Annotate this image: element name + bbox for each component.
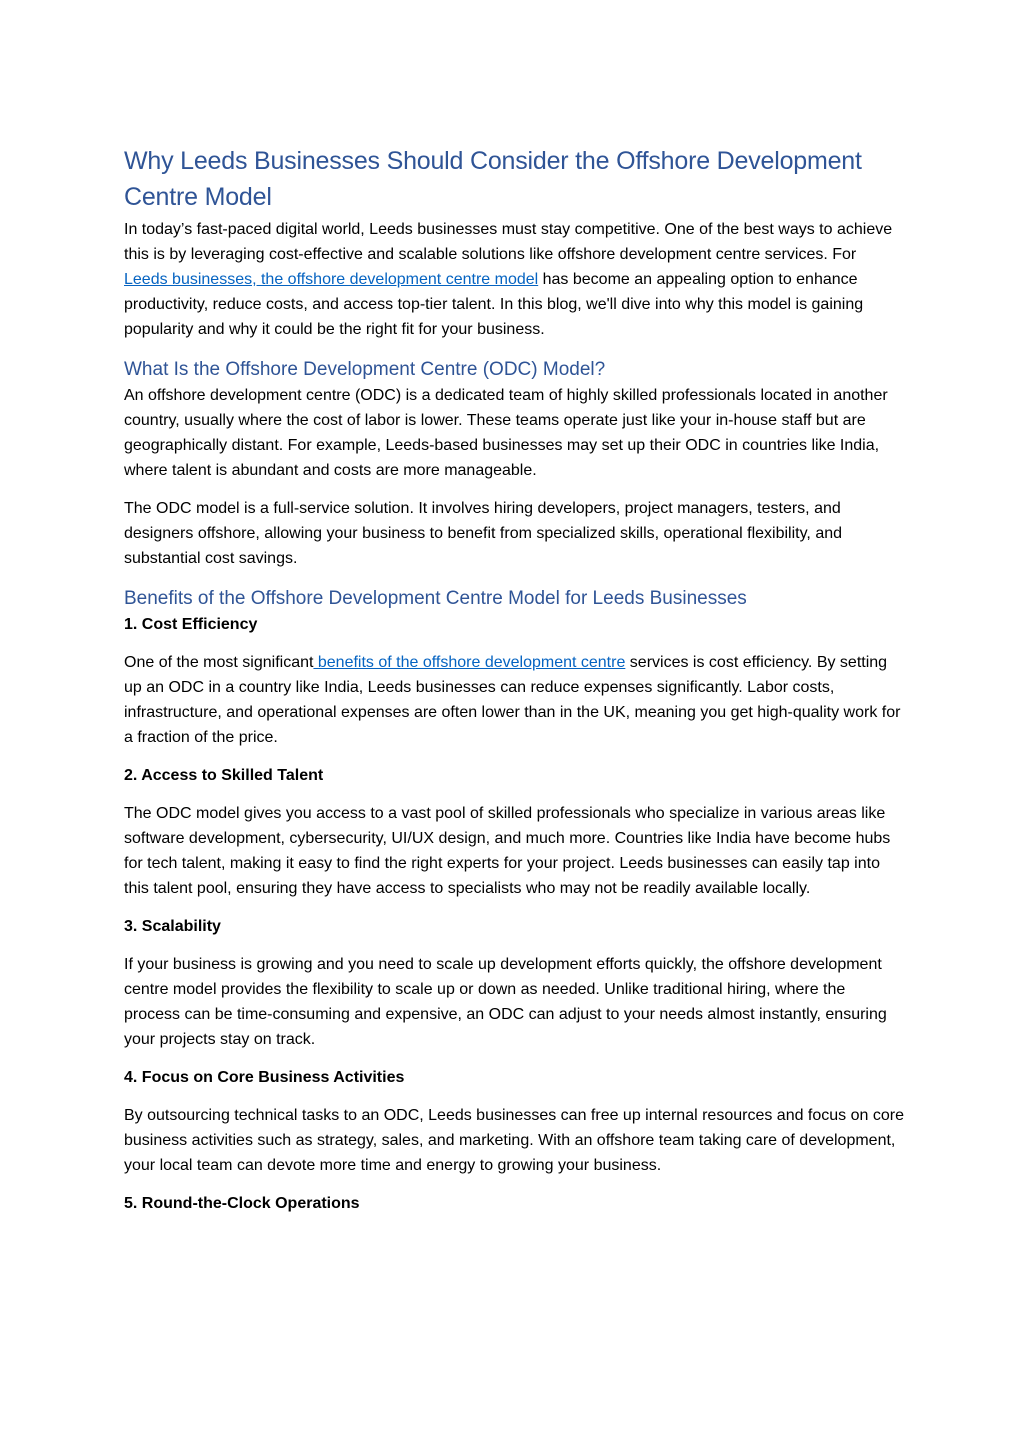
intro-text-end: has become an appealing option to enhance productivity, reduce costs, and access top-tier talent. In this blog, we'll dive into why this model is gaining popularity and why it could be the right fit for your business.	[124, 271, 864, 338]
cost-efficiency-paragraph	[124, 650, 904, 750]
odc-full-service-paragraph: The ODC model is a full-service solution. It involves hiring developers, project managers, testers, and designers offshore, allowing your business to benefit from specialized skills, operational flexibility, and substantial cost savings.	[124, 500, 843, 567]
document-page	[124, 143, 904, 1229]
scalability-paragraph: If your business is growing and you need to scale up development efforts quickly, the offshore development centre model provides the flexibility to scale up or down as needed. Unlike traditional hiring, where the process can be time-consuming and expensive, an ODC can adjust to your needs almost instantly, ensuring your projects stay on track.	[124, 956, 887, 1048]
leeds-odc-model-link[interactable]: Leeds businesses, the offshore development centre model	[124, 271, 539, 288]
scalability-heading: 3. Scalability	[124, 918, 221, 935]
skilled-talent-heading: 2. Access to Skilled Talent	[124, 767, 324, 784]
round-the-clock-heading: 5. Round-the-Clock Operations	[124, 1195, 360, 1212]
cost-text-end: services is cost efficiency. By setting up an ODC in a country like India, Leeds businesses can reduce expenses significantly. Labor costs, infrastructure, and operational expenses are often lower than in the UK, meaning you get high-quality work for a fraction of the price.	[124, 654, 901, 746]
core-activities-heading: 4. Focus on Core Business Activities	[124, 1069, 405, 1086]
odc-benefits-link[interactable]: benefits of the offshore development centre	[313, 654, 626, 671]
intro-text-start: In today’s fast-paced digital world, Leeds businesses must stay competitive. One of the best ways to achieve this is by leveraging cost-effective and scalable solutions like offshore development centre services. For	[124, 221, 893, 263]
cost-text-start: One of the most significant	[124, 654, 314, 671]
odc-definition-paragraph: An offshore development centre (ODC) is a dedicated team of highly skilled professionals located in another country, usually where the cost of labor is lower. These teams operate just like your in-house staff but are geographically distant. For example, Leeds-based businesses may set up their ODC in countries like India, where talent is abundant and costs are more manageable.	[124, 387, 888, 479]
benefits-section-heading: Benefits of the Offshore Development Centre Model for Leeds Businesses	[124, 588, 747, 609]
core-activities-paragraph: By outsourcing technical tasks to an ODC, Leeds businesses can free up internal resources and focus on core business activities such as strategy, sales, and marketing. With an offshore team taking care of development, your local team can devote more time and energy to growing your business.	[124, 1107, 904, 1174]
page-title: Why Leeds Businesses Should Consider the Offshore Development Centre Model	[124, 147, 862, 211]
skilled-talent-paragraph: The ODC model gives you access to a vast pool of skilled professionals who specialize in various areas like software development, cybersecurity, UI/UX design, and much more. Countries like India have become hubs for tech talent, making it easy to find the right experts for your project. Leeds businesses can easily tap into this talent pool, ensuring they have access to specialists who may not be readily available locally.	[124, 805, 891, 897]
odc-section-heading: What Is the Offshore Development Centre (ODC) Model?	[124, 359, 606, 380]
cost-efficiency-heading: 1. Cost Efficiency	[124, 616, 258, 633]
intro-paragraph	[124, 217, 904, 342]
